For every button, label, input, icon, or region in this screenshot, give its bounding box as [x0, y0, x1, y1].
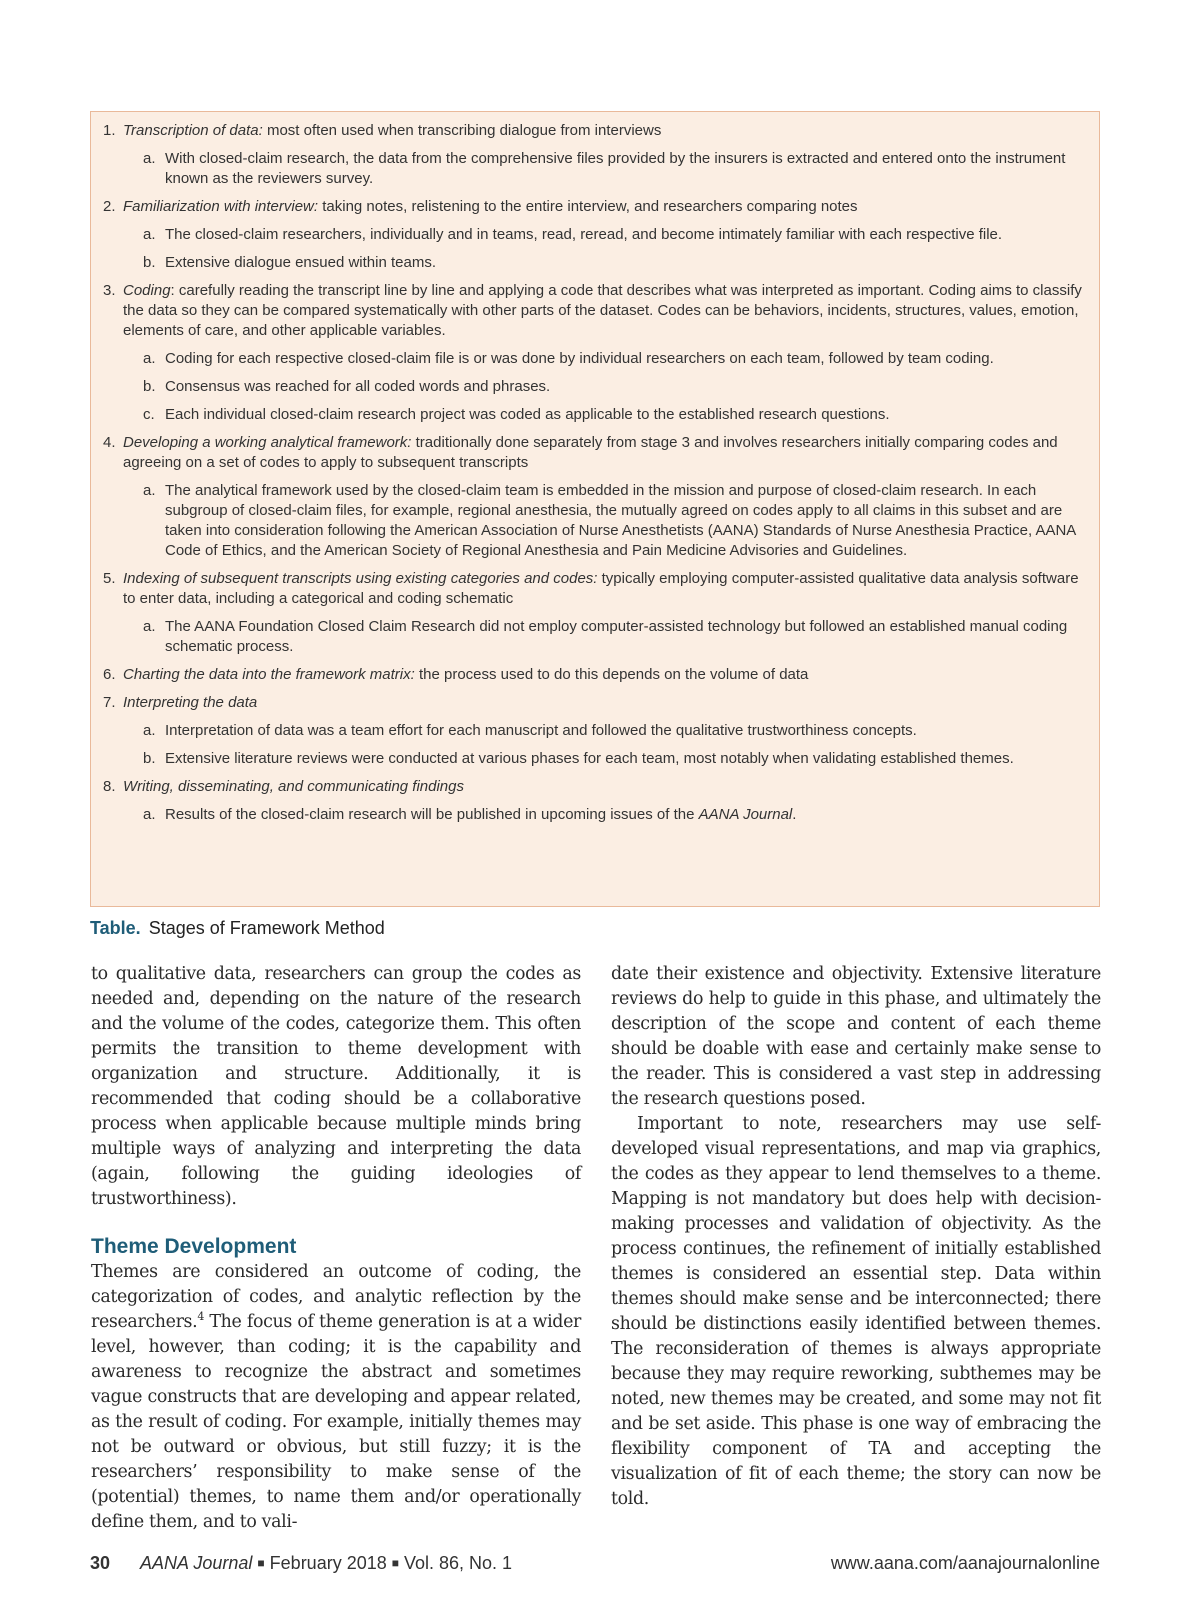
table-caption: [90, 918, 385, 939]
stage-subitem: [123, 405, 1087, 425]
subitem-text: Extensive literature reviews were conducted at various phases for each team, most notably when validating established themes.: [165, 750, 1014, 767]
stage-number: 3.: [103, 282, 116, 299]
stage-text: [103, 665, 1087, 685]
framework-table: [90, 111, 1100, 907]
left-paragraph-2-start: Themes are considered an outcome of coding, the categorization of codes, and analytic reflection by the researchers.: [91, 1262, 581, 1332]
subitem-letter: b.: [143, 378, 156, 395]
subitem-tail: .: [792, 806, 797, 823]
stage-description: typically employing computer-assisted qualitative data analysis software to enter data, including a categorical and coding schematic: [123, 570, 1079, 607]
subitem-text: The AANA Foundation Closed Claim Research did not employ computer-assisted technology but followed an established manual coding schematic process.: [165, 618, 1068, 655]
left-column: [91, 962, 581, 1535]
stage-title: Charting the data into the framework matrix:: [123, 666, 415, 683]
stage-text: [103, 197, 1087, 217]
journal-name-italic: AANA Journal: [698, 806, 793, 823]
stage-title: Developing a working analytical framework:: [123, 434, 412, 451]
stage-title: Indexing of subsequent transcripts using existing categories and codes:: [123, 570, 598, 587]
stage-description: the process used to do this depends on the volume of data: [414, 666, 809, 683]
stage-subitem: [123, 349, 1087, 369]
subitem-letter: a.: [143, 150, 156, 167]
separator-1: ■: [257, 1556, 265, 1570]
stage-subitem: [123, 377, 1087, 397]
stage-title: Familiarization with interview:: [123, 198, 319, 215]
table-stage: [103, 569, 1087, 657]
stage-subitem: [123, 149, 1087, 189]
journal-name: AANA Journal: [140, 1553, 253, 1573]
stage-title: Writing, disseminating, and communicating findings: [123, 778, 464, 795]
stage-subitem: [123, 721, 1087, 741]
stage-number: 7.: [103, 694, 116, 711]
journal-url: www.aana.com/aanajournalonline: [830, 1553, 1100, 1573]
left-paragraph-2: [91, 1260, 581, 1535]
stage-description: traditionally done separately from stage 3 and involves researchers initially comparing codes and agreeing on a set of codes to apply to subsequent transcripts: [123, 434, 1058, 471]
subitem-text: Each individual closed-claim research project was coded as applicable to the established research questions.: [165, 406, 890, 423]
stage-description: taking notes, relistening to the entire interview, and researchers comparing notes: [318, 198, 858, 215]
stage-description: most often used when transcribing dialogue from interviews: [262, 122, 662, 139]
subitem-letter: c.: [143, 406, 155, 423]
stage-text: [103, 433, 1087, 473]
table-stage: [103, 693, 1087, 769]
subitem-letter: a.: [143, 482, 156, 499]
stage-number: 8.: [103, 778, 116, 795]
citation-superscript: 4: [197, 1310, 204, 1324]
subitem-text: With closed-claim research, the data from the comprehensive files provided by the insurers is extracted and entered onto the instrument known as the reviewers survey.: [165, 150, 1066, 187]
table-stage: [103, 281, 1087, 425]
table-caption-label: Table.: [90, 918, 141, 938]
stage-number: 5.: [103, 570, 116, 587]
volume-info: Vol. 86, No. 1: [404, 1553, 513, 1573]
table-stage: [103, 433, 1087, 561]
issue-date: February 2018: [269, 1553, 387, 1573]
subitem-text: Results of the closed-claim research will be published in upcoming issues of the: [165, 806, 699, 823]
stage-number: 2.: [103, 198, 116, 215]
stage-text: [103, 693, 1087, 713]
subitem-text: The analytical framework used by the closed-claim team is embedded in the mission and purpose of closed-claim research. In each subgroup of closed-claim files, for example, regional anesthesia, the mutually agreed on codes apply to all claims in this subset and are taken into consideration following the American Association of Nurse Anesthetists (AANA) Standards of Nurse Anesthesia Practice, AANA Code of Ethics, and the American Society of Regional Anesthesia and Pain Medicine Advisories and Guidelines.: [165, 482, 1076, 559]
stage-subitem: [123, 253, 1087, 273]
stage-number: 6.: [103, 666, 116, 683]
subitem-letter: a.: [143, 618, 156, 635]
stage-subitem: [123, 225, 1087, 245]
stage-subitem: [123, 617, 1087, 657]
page-number: 30: [90, 1553, 111, 1573]
stage-number: 1.: [103, 122, 116, 139]
stage-text: [103, 777, 1087, 797]
stage-subitem: [123, 749, 1087, 769]
right-column: [611, 962, 1101, 1512]
table-stage: [103, 665, 1087, 685]
subitem-letter: a.: [143, 226, 156, 243]
stage-text: [103, 121, 1087, 141]
left-paragraph-2-rest: The focus of theme generation is at a wider level, however, than coding; it is the capability and awareness to recognize the abstract and sometimes vague constructs that are developing and appear related, as the result of coding. For example, initially themes may not be outward or obvious, but still fuzzy; it is the researchers’ responsibility to make sense of the (potential) themes, to name them and/or operationally define them, and to vali-: [91, 1312, 581, 1532]
section-heading: Theme Development: [91, 1235, 297, 1258]
stage-subitem: [123, 481, 1087, 561]
table-stage: [103, 777, 1087, 825]
stage-description: : carefully reading the transcript line by line and applying a code that describes what was interpreted as important. Coding aims to classify the data so they can be compared systematically with other parts of the dataset. Codes can be behaviors, incidents, structures, values, emotion, elements of care, and other applicable variables.: [123, 282, 1082, 339]
stage-subitem: [123, 805, 1087, 825]
subitem-letter: b.: [143, 254, 156, 271]
subitem-text: The closed-claim researchers, individually and in teams, read, reread, and become intimately familiar with each respective file.: [165, 226, 1003, 243]
subitem-text: Interpretation of data was a team effort for each manuscript and followed the qualitative trustworthiness concepts.: [165, 722, 917, 739]
table-stage: [103, 197, 1087, 273]
stage-title: Transcription of data:: [123, 122, 263, 139]
separator-2: ■: [391, 1556, 399, 1570]
page-footer: [90, 1553, 1100, 1574]
table-caption-text: Stages of Framework Method: [148, 918, 385, 938]
right-paragraph-1: date their existence and objectivity. Extensive literature reviews do help to guide in this phase, and ultimately the description of the scope and content of each theme should be doable with ease and certainly make sense to the reader. This is considered a vast step in addressing the research questions posed.: [611, 964, 1101, 1109]
stage-title: Coding: [123, 282, 171, 299]
table-stage: [103, 121, 1087, 189]
subitem-text: Consensus was reached for all coded words and phrases.: [165, 378, 551, 395]
subitem-text: Extensive dialogue ensued within teams.: [165, 254, 436, 271]
stage-text: [103, 569, 1087, 609]
stage-title: Interpreting the data: [123, 694, 258, 711]
left-paragraph-1: to qualitative data, researchers can group the codes as needed and, depending on the nature of the research and the volume of the codes, categorize them. This often permits the transition to theme development with organization and structure. Additionally, it is recommended that coding should be a collaborative process when applicable because multiple minds bring multiple ways of analyzing and interpreting the data (again, following the guiding ideologies of trustworthiness).: [91, 964, 581, 1209]
subitem-letter: a.: [143, 350, 156, 367]
subitem-letter: b.: [143, 750, 156, 767]
stage-text: [103, 281, 1087, 341]
stage-number: 4.: [103, 434, 116, 451]
right-paragraph-2: Important to note, researchers may use self-developed visual representations, and map via graphics, the codes as they appear to lend themselves to a theme. Mapping is not mandatory but does help with decision-making processes and validation of objectivity. As the process continues, the refinement of initially established themes is considered an essential step. Data within themes should make sense and be interconnected; there should be distinctions easily identified between themes. The reconsideration of themes is always appropriate because they may require reworking, subthemes may be noted, new themes may be created, and some may not fit and be set aside. This phase is one way of embracing the flexibility component of TA and accepting the visualization of fit of each theme; the story can now be told.: [611, 1114, 1101, 1509]
subitem-letter: a.: [143, 722, 156, 739]
subitem-text: Coding for each respective closed-claim file is or was done by individual researchers on each team, followed by team coding.: [165, 350, 994, 367]
subitem-letter: a.: [143, 806, 156, 823]
